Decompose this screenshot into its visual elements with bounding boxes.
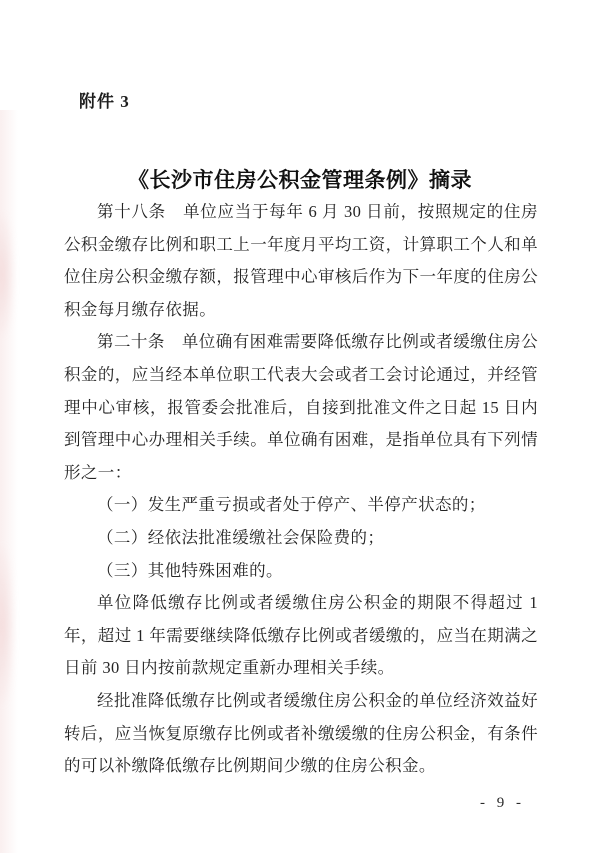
document-title: 《长沙市住房公积金管理条例》摘录 [128,168,472,193]
paragraph: （一）发生严重亏损或者处于停产、半停产状态的； [97,495,486,515]
paragraph: 第十八条 单位应当于每年 6 月 30 日前，按照规定的住房公积金缴存比例和职工上一年度月平均工资，计算职工个人和单位住房公积金缴存额，报管理中心审核后作为下一年度的住房公积金每月缴存依据。 [64,202,538,319]
left-edge-ink-smudge [0,210,16,340]
left-edge-ink-smudge [0,540,16,710]
left-edge-scan-tint [0,110,18,853]
paragraph: 第二十条 单位确有困难需要降低缴存比例或者缓缴住房公积金的，应当经本单位职工代表大会或者工会讨论通过，并经管理中心审核，报管委会批准后，自接到批准文件之日起 15 日内到管理中心办理相关手续。单位确有困难，是指单位具有下列情形之一： [64,332,538,482]
paragraph: 单位降低缴存比例或者缓缴住房公积金的期限不得超过 1 年，超过 1 年需要继续降低缴存比例或者缓缴的，应当在期满之日前 30 日内按前款规定重新办理相关手续。 [64,593,538,678]
paragraph: （二）经依法批准缓缴社会保险费的； [97,527,385,547]
paragraph: 经批准降低缴存比例或者缓缴住房公积金的单位经济效益好转后，应当恢复原缴存比例或者补缴缓缴的住房公积金，有条件的可以补缴降低缴存比例期间少缴的住房公积金。 [64,690,538,776]
paragraph: （三）其他特殊困难的。 [97,560,283,580]
attachment-label: 附件 3 [79,92,130,111]
document-body [64,196,538,783]
page-number: - 9 - [480,795,525,811]
